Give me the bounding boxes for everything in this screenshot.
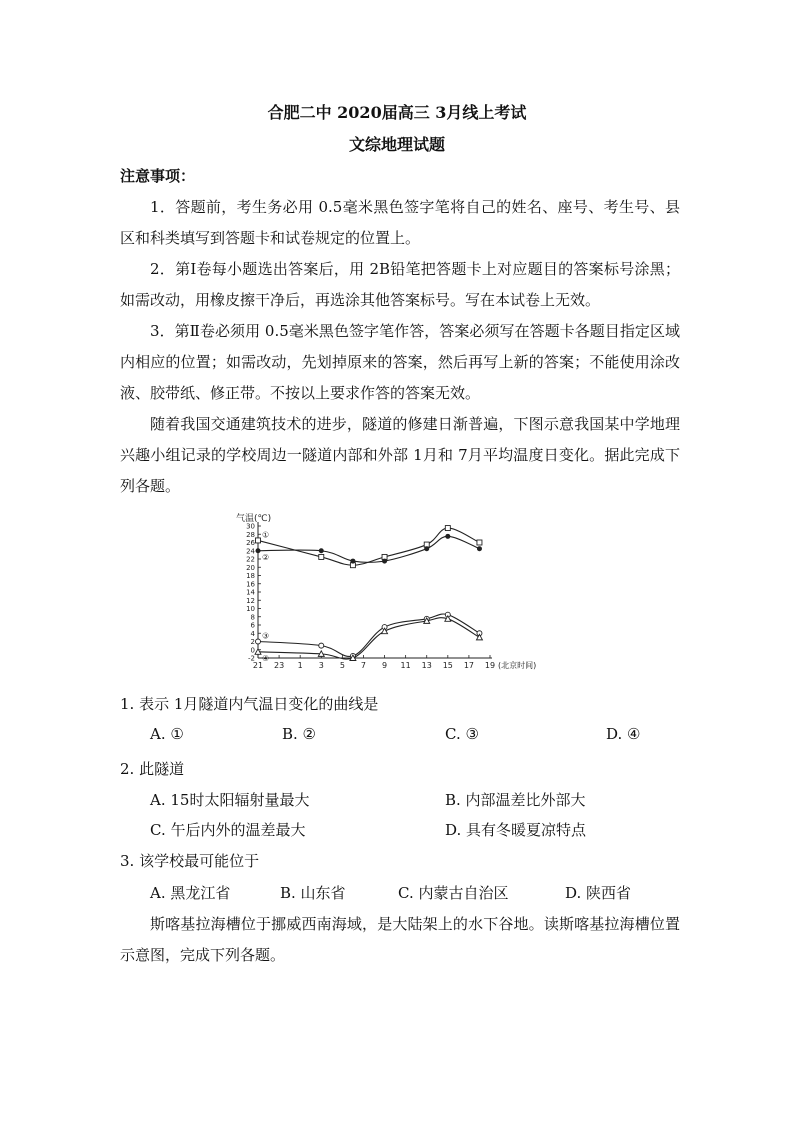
y-tick-label: 18 — [246, 572, 255, 580]
question-3-option-b[interactable]: B. 山东省 — [280, 884, 346, 902]
question-2-option-a[interactable]: A. 15时太阳辐射量最大 — [150, 791, 310, 809]
data-point — [445, 526, 450, 531]
intro-paragraph-2: 斯喀基拉海槽位于挪威西南海域，是大陆架上的水下谷地。读斯喀基拉海槽位置示意图，完成下列各题。 — [120, 915, 680, 964]
y-tick-label: 22 — [246, 555, 255, 564]
notice-2: 2．第Ⅰ卷每小题选出答案后，用 2B铅笔把答题卡上对应题目的答案标号涂黑；如需改动，用橡皮擦干净后，再选涂其他答案标号。写在本试卷上无效。 — [120, 260, 680, 309]
x-tick-label: 11 — [400, 661, 411, 670]
question-3-option-d[interactable]: D. 陕西省 — [565, 884, 632, 902]
page-subtitle: 文综地理试题 — [348, 135, 445, 154]
y-tick-label: 12 — [246, 596, 255, 605]
notice-1: 1．答题前，考生务必用 0.5毫米黑色签字笔将自己的姓名、座号、考生号、县区和科类填写到答题卡和试卷规定的位置上。 — [120, 198, 680, 247]
x-tick-label: 19 — [484, 661, 496, 670]
question-2-stem: 2. 此隧道 — [120, 760, 185, 778]
y-tick-label: 0 — [250, 646, 255, 655]
series-label-2: ② — [262, 552, 270, 562]
y-tick-label: 26 — [246, 539, 255, 547]
series-label-3: ③ — [262, 631, 270, 641]
data-point — [319, 554, 324, 559]
data-point — [319, 643, 324, 648]
question-2-option-c[interactable]: C. 午后内外的温差最大 — [150, 821, 306, 839]
x-axis-label: (北京时间) — [498, 661, 537, 670]
x-tick-label: 5 — [339, 661, 345, 670]
data-point — [445, 534, 450, 539]
data-point — [319, 548, 324, 553]
question-1-option-c[interactable]: C. ③ — [445, 725, 479, 743]
y-tick-label: 20 — [246, 563, 255, 572]
data-point — [256, 538, 261, 543]
series-label-4: ④ — [262, 653, 270, 663]
question-1-option-b[interactable]: B. ② — [282, 725, 317, 743]
x-tick-label: 15 — [442, 661, 453, 670]
y-tick-label: 10 — [246, 605, 255, 613]
series-line-1 — [258, 528, 479, 565]
data-point — [382, 559, 387, 564]
question-1-option-a[interactable]: A. ① — [150, 725, 184, 743]
data-point — [256, 639, 261, 644]
x-tick-label: 23 — [273, 661, 285, 670]
data-point — [256, 548, 261, 553]
question-3-option-c[interactable]: C. 内蒙古自治区 — [398, 884, 509, 902]
x-tick-label: 17 — [463, 661, 475, 670]
page-title: 合肥二中 2020届高三 3月线上考试 — [267, 103, 527, 122]
y-tick-label: 4 — [250, 629, 255, 638]
notice-heading: 注意事项： — [120, 167, 196, 185]
y-tick-label: -2 — [248, 654, 255, 663]
series-line-4 — [258, 618, 479, 659]
temperature-chart — [232, 510, 552, 675]
y-tick-label: 2 — [250, 638, 255, 646]
question-2-option-b[interactable]: B. 内部温差比外部大 — [445, 791, 586, 809]
y-tick-label: 28 — [246, 530, 255, 539]
question-1-stem: 1. 表示 1月隧道内气温日变化的曲线是 — [120, 695, 379, 713]
y-tick-label: 30 — [246, 522, 255, 531]
notice-3: 3．第Ⅱ卷必须用 0.5毫米黑色签字笔作答，答案必须写在答题卡各题目指定区域内相应的位置；如需改动，先划掉原来的答案，然后再写上新的答案；不能使用涂改液、胶带纸、修正带。不按以上要求作答的答案无效。 — [120, 322, 680, 402]
question-1-option-d[interactable]: D. ④ — [606, 725, 641, 743]
y-tick-label: 24 — [246, 547, 255, 556]
data-point — [424, 546, 429, 551]
y-tick-label: 14 — [246, 588, 255, 597]
y-tick-label: 6 — [250, 621, 255, 630]
question-2-option-d[interactable]: D. 具有冬暖夏凉特点 — [445, 821, 587, 839]
y-tick-label: 8 — [250, 613, 255, 622]
data-point — [350, 559, 355, 564]
series-label-1: ① — [262, 530, 270, 540]
x-tick-label: 7 — [360, 661, 367, 670]
x-tick-label: 21 — [252, 661, 264, 670]
question-3-option-a[interactable]: A. 黑龙江省 — [150, 884, 231, 902]
y-tick-label: 16 — [246, 580, 255, 589]
data-point — [477, 546, 482, 551]
data-point — [477, 540, 482, 545]
intro-paragraph: 随着我国交通建筑技术的进步，隧道的修建日渐普遍，下图示意我国某中学地理兴趣小组记录的学校周边一隧道内部和外部 1月和 7月平均温度日变化。据此完成下列各题。 — [120, 415, 680, 495]
x-tick-label: 13 — [421, 661, 432, 670]
question-3-stem: 3. 该学校最可能位于 — [120, 852, 260, 870]
x-tick-label: 1 — [297, 661, 303, 670]
chart-ylabel: 气温(℃) — [236, 514, 272, 524]
x-tick-label: 3 — [318, 661, 324, 670]
x-tick-label: 9 — [381, 661, 388, 670]
